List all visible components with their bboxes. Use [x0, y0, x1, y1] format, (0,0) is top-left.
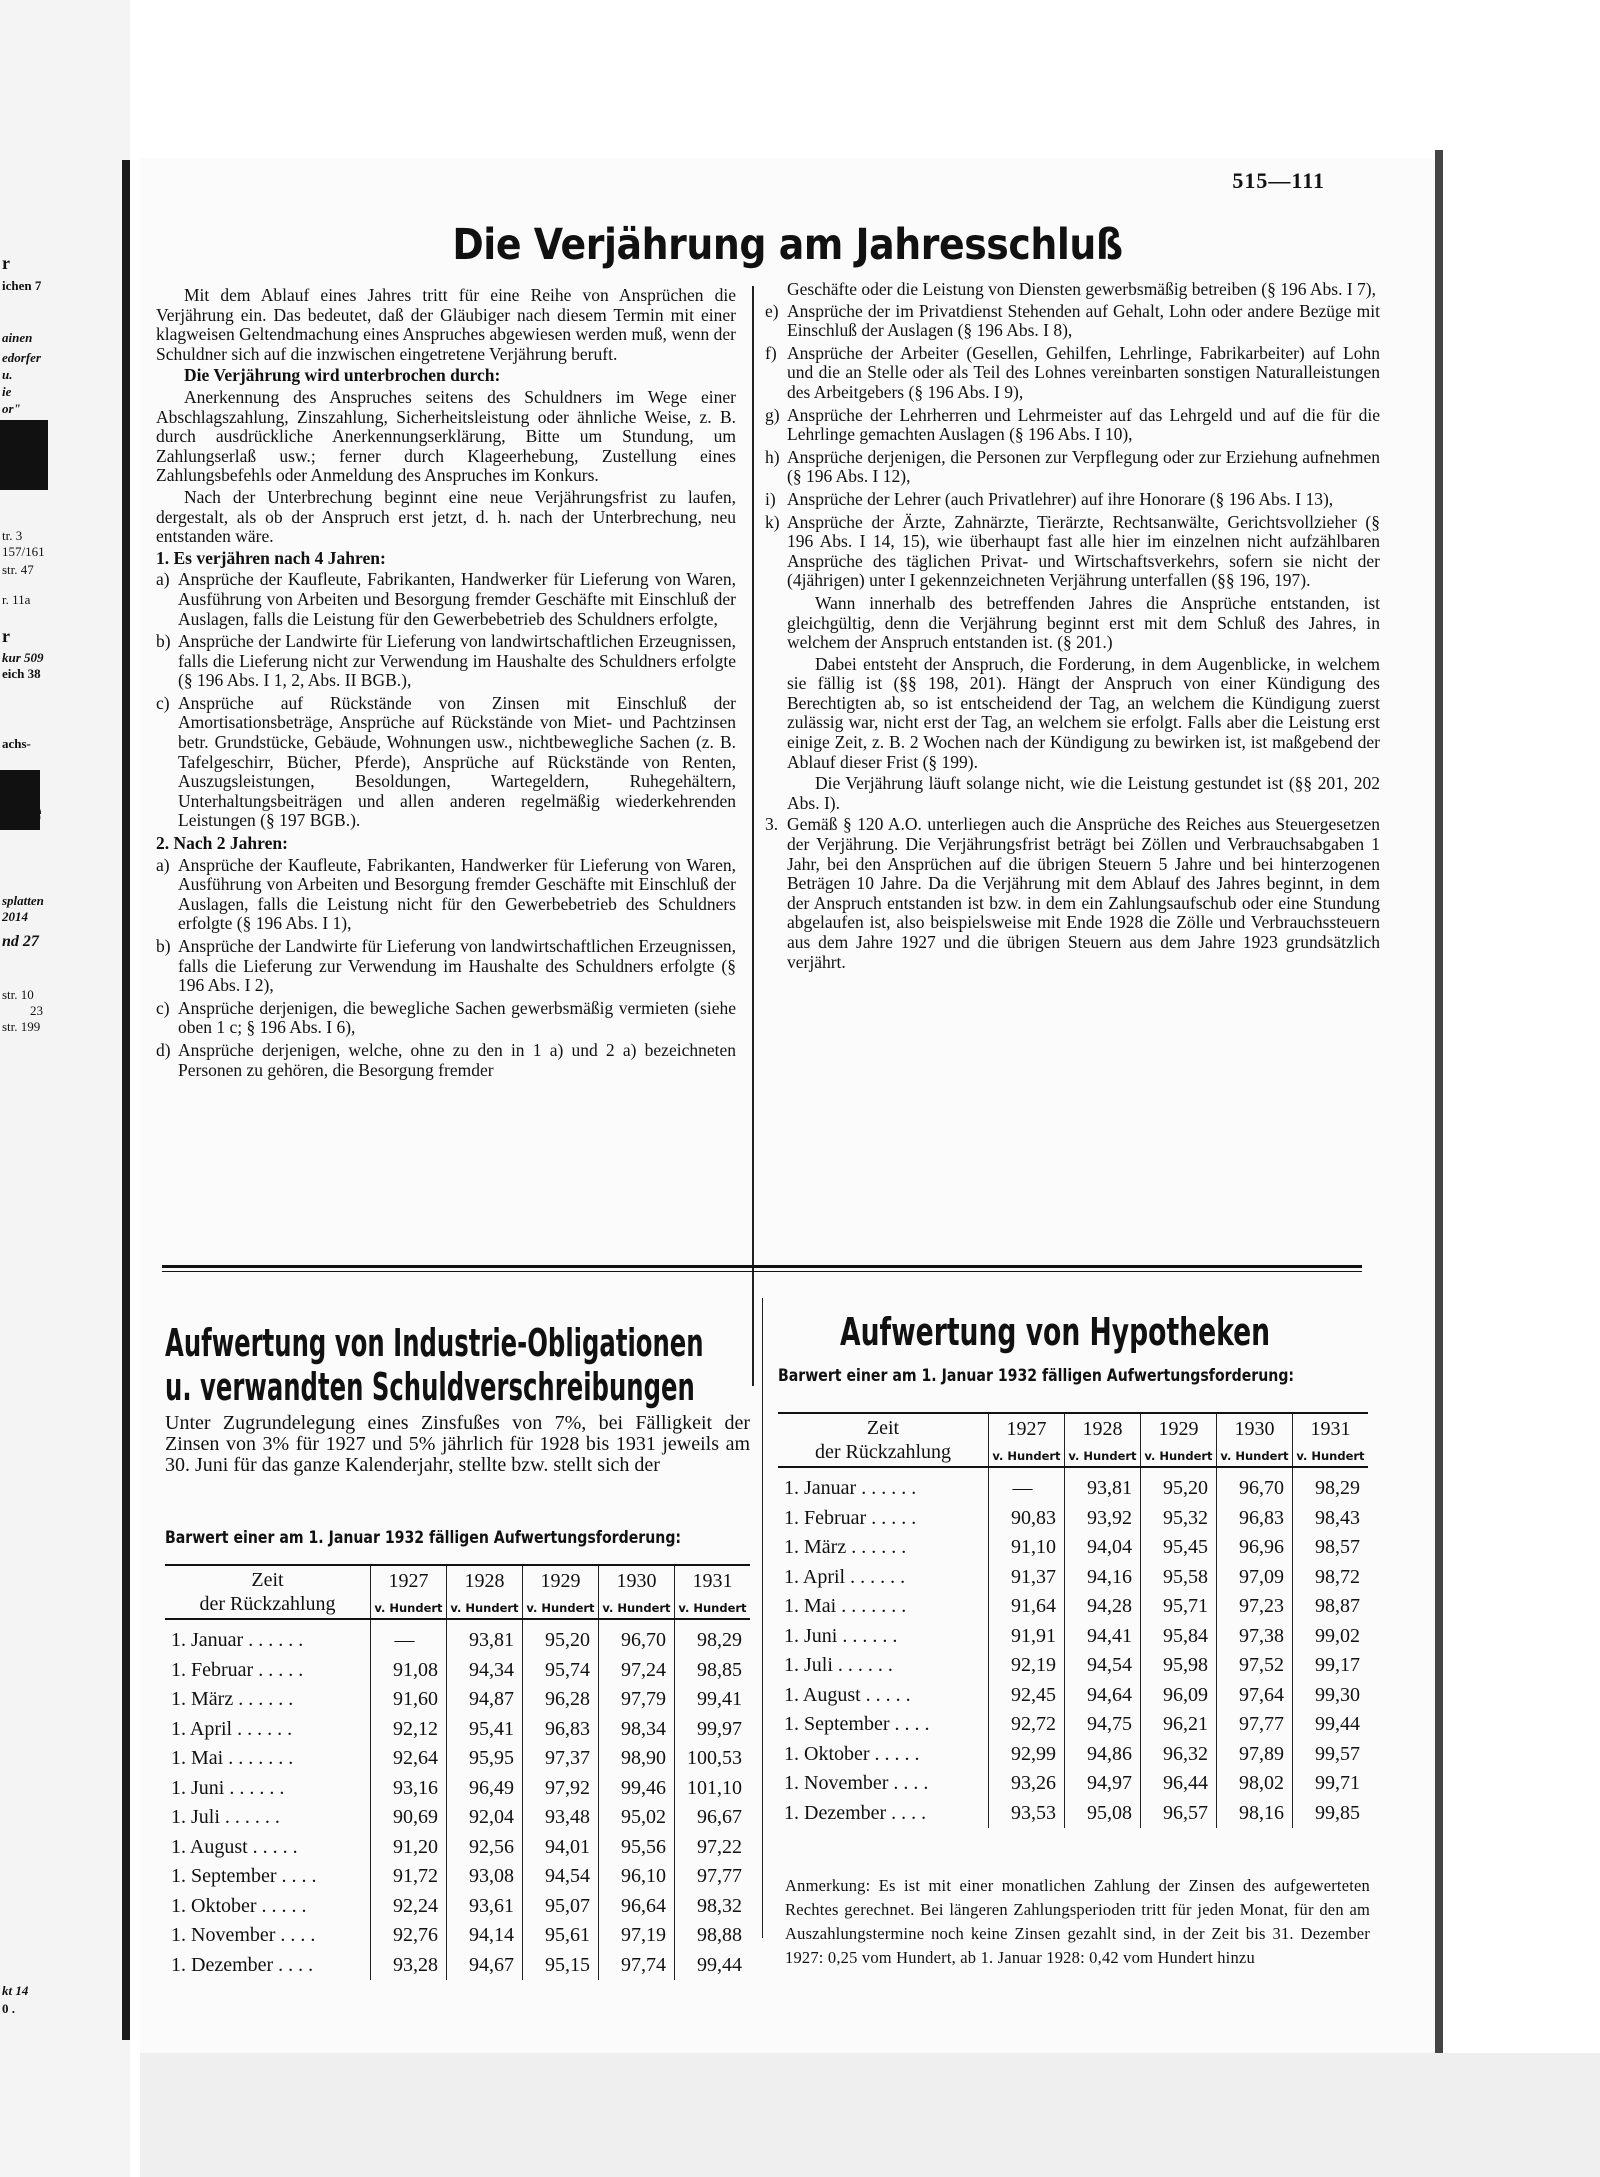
table-cell-date: 1. Juli . . . . . . — [784, 1654, 893, 1677]
table-cell-value: 98,16 — [1217, 1799, 1293, 1829]
table-row — [165, 1803, 750, 1833]
table-cell-value: 94,64 — [1065, 1681, 1141, 1711]
table-cell-date: 1. Juli . . . . . . — [171, 1806, 280, 1829]
table-row — [165, 1715, 750, 1745]
list-item — [765, 513, 1380, 591]
table-cell-date: 1. Mai . . . . . . . — [171, 1747, 294, 1770]
table-header-time — [778, 1413, 989, 1467]
table-cell-value: 97,09 — [1217, 1563, 1293, 1593]
table-cell-date: 1. Januar . . . . . . — [784, 1477, 917, 1500]
table-cell-value: 97,74 — [599, 1951, 675, 1981]
table-cell-value: 95,08 — [1065, 1799, 1141, 1829]
table-header-year: 1931 — [675, 1565, 751, 1597]
table-cell-value: 95,02 — [599, 1803, 675, 1833]
prev-frag: ichen 7 — [2, 278, 42, 293]
list-item — [765, 406, 1380, 445]
table-cell-value: — — [371, 1619, 447, 1656]
interruption-paragraph: Anerkennung des Anspruches seitens des Schuldners im Wege einer Abschlagszahlung, Zinszahlung, Sicherheitsleistung oder ähnliche Weise, z. B. durch ausdrückliche Anerkennungserklärung, Bitte um Stundung, um Zahlungserlaß usw.; ferner durch Klageerhebung, Zustellung eines Zahlungsbefehls oder Anmeldung des Anspruches im Konkurs. — [156, 386, 736, 486]
table-cell-value: 97,89 — [1217, 1740, 1293, 1770]
table-header-unit: v. Hundert — [523, 1597, 599, 1619]
item-text: Ansprüche der Lehrherren und Lehrmeister auf das Lehrgeld und auf die für die Lehrlinge gemachten Auslagen (§ 196 Abs. I 10), — [787, 404, 1380, 445]
table-cell-value: 98,43 — [1293, 1504, 1369, 1534]
table-header-unit: v. Hundert — [989, 1445, 1065, 1467]
table-cell-date: 1. Juni . . . . . . — [784, 1624, 898, 1647]
table-cell-value: 93,92 — [1065, 1504, 1141, 1534]
table-cell-value: 94,41 — [1065, 1622, 1141, 1652]
table-cell-value: 91,20 — [371, 1833, 447, 1863]
table-cell-date: 1. Juni . . . . . . — [171, 1776, 285, 1799]
item-text: Ansprüche der im Privatdienst Stehenden auf Gehalt, Lohn oder andere Bezüge mit Einschluß der Auslagen (§ 196 Abs. I 8), — [787, 300, 1380, 341]
item-text: Ansprüche der Arbeiter (Gesellen, Gehilfen, Lehrlinge, Fabrikarbeiter) auf Lohn und die an Stelle oder als Teil des Lohnes vereinbarten sonstigen Naturalleistungen des Arbeitgebers (§ 196 Abs. I 9), — [787, 342, 1380, 402]
prev-frag: str. 10 — [2, 987, 34, 1002]
table-cell-value: 98,34 — [599, 1715, 675, 1745]
table-cell-value: 99,97 — [675, 1715, 751, 1745]
table-cell-value: 101,10 — [675, 1774, 751, 1804]
table-cell-value: 96,83 — [523, 1715, 599, 1745]
table-cell-value: 97,24 — [599, 1656, 675, 1686]
table-cell-value: 95,15 — [523, 1951, 599, 1981]
prev-frag: str. 199 — [2, 1019, 41, 1034]
table-cell-value: 94,54 — [1065, 1651, 1141, 1681]
new-period-paragraph: Nach der Unterbrechung beginnt eine neue Verjährungsfrist zu laufen, dergestalt, als ob der Anspruch erst jetzt, d. h. nach der Unterbrechung, neu entstanden wäre. — [156, 486, 736, 547]
prev-frag: achs- — [2, 736, 31, 751]
table-cell-value: 91,60 — [371, 1685, 447, 1715]
table-cell-value: 94,67 — [447, 1951, 523, 1981]
table-cell-date: 1. April . . . . . . — [171, 1717, 293, 1740]
section-column-divider — [762, 1298, 763, 1938]
table-cell-value: 96,10 — [599, 1862, 675, 1892]
prev-frag: r. 11a — [2, 592, 31, 607]
list-item — [765, 490, 1380, 510]
table-cell-value: 97,37 — [523, 1744, 599, 1774]
scan-edge-right — [1435, 150, 1443, 2055]
table-row — [778, 1467, 1368, 1504]
table-cell-date: 1. November . . . . — [171, 1924, 316, 1947]
table-cell-date: 1. Dezember . . . . — [171, 1953, 314, 1976]
previous-page-black-block-1 — [0, 420, 48, 490]
item-text: Ansprüche derjenigen, die bewegliche Sachen gewerbsmäßig vermieten (siehe oben 1 c; § 196 Abs. I 6), — [178, 997, 736, 1038]
table-cell-date: 1. Oktober . . . . . — [784, 1742, 920, 1765]
table-cell-value: 93,53 — [989, 1799, 1065, 1829]
prev-frag: kur 509 — [2, 650, 44, 665]
mortgage-table-body — [778, 1467, 1368, 1828]
table-cell-value: 99,17 — [1293, 1651, 1369, 1681]
mortgage-note: Anmerkung: Es ist mit einer monatlichen Zahlung der Zinsen des aufgewerteten Rechtes gerechnet. Bei längeren Zahlungsperioden tritt für jeden Monat, für den am Auszahlungstermine noch keine Zinsen gezahlt sind, in der Zeit bis 31. Dezember 1927: 0,25 vom Hundert, ab 1. Januar 1928: 0,42 vom Hundert hinzu — [785, 1876, 1370, 1967]
prev-frag: 23 — [30, 1003, 43, 1018]
table-row — [778, 1504, 1368, 1534]
table-cell-value: 91,37 — [989, 1563, 1065, 1593]
prev-frag: 2014 — [2, 909, 28, 924]
table-header-year: 1927 — [989, 1413, 1065, 1445]
table-row — [165, 1862, 750, 1892]
table-row — [778, 1651, 1368, 1681]
table-cell-value: 93,81 — [1065, 1467, 1141, 1504]
table-row — [165, 1892, 750, 1922]
table-cell-value: 94,28 — [1065, 1592, 1141, 1622]
prev-frag: ainen — [2, 330, 33, 345]
paragraph: Dabei entsteht der Anspruch, die Forderung, in dem Augenblicke, in welchem sie fällig ist (§§ 198, 201). Hängt der Anspruch von einer Kündigung des Berechtigten ab, so ist entscheidend der Tag, an welchem die Kündigung zuerst zulässig war, nicht erst der Tag, an welchem sie erfolgt. Falls aber die Leistung erst einige Zeit, z. B. 2 Wochen nach der Kündigung zu bewirken ist, ist maßgebend der Ablauf dieser Frist (§ 199). — [787, 653, 1380, 772]
table-cell-value: 96,09 — [1141, 1681, 1217, 1711]
item-text: Ansprüche der Kaufleute, Fabrikanten, Handwerker für Lieferung von Waren, Ausführung von Arbeiten und Besorgung fremder Geschäfte mit Einschluß der Auslagen, falls die Leistung für den Gewerbebetrieb des Schuldners erfolgte, — [178, 569, 736, 629]
table-cell-value: 96,21 — [1141, 1710, 1217, 1740]
table-cell-date: 1. September . . . . — [171, 1865, 317, 1888]
table-cell-value: 98,85 — [675, 1656, 751, 1686]
table-cell-value: 98,90 — [599, 1744, 675, 1774]
article-title: Die Verjährung am Jahresschluß — [452, 220, 1123, 270]
table-cell-value: 97,52 — [1217, 1651, 1293, 1681]
table-cell-value: 93,16 — [371, 1774, 447, 1804]
table-cell-value: 95,45 — [1141, 1533, 1217, 1563]
table-cell-value: 91,64 — [989, 1592, 1065, 1622]
table-cell-value: 95,98 — [1141, 1651, 1217, 1681]
table-header-unit: v. Hundert — [371, 1597, 447, 1619]
paragraph: Wann innerhalb des betreffenden Jahres die Ansprüche entstanden, ist gleichgültig, denn die Verjährung beginnt erst mit dem Schluß des Jahres, in welchem der Anspruch entstanden ist. (§ 201.) — [787, 592, 1380, 653]
table-cell-value: 95,71 — [1141, 1592, 1217, 1622]
table-row — [778, 1710, 1368, 1740]
table-row — [778, 1740, 1368, 1770]
list-item — [765, 815, 1380, 972]
table-cell-value: 98,57 — [1293, 1533, 1369, 1563]
table-cell-value: 93,26 — [989, 1769, 1065, 1799]
table-cell-date: 1. Mai . . . . . . . — [784, 1595, 907, 1618]
table-row — [778, 1799, 1368, 1829]
table-cell-value: 94,04 — [1065, 1533, 1141, 1563]
table-cell-value: 99,02 — [1293, 1622, 1369, 1652]
table-cell-value: 94,87 — [447, 1685, 523, 1715]
table-cell-value: 98,29 — [675, 1619, 751, 1656]
table-cell-value: 92,64 — [371, 1744, 447, 1774]
table-cell-value: 94,97 — [1065, 1769, 1141, 1799]
table-cell-value: 96,70 — [599, 1619, 675, 1656]
prev-frag: 157/161 — [2, 544, 45, 559]
item-label: b) — [156, 936, 171, 956]
prev-frag: kt 14 — [2, 1983, 29, 1998]
item-label: b) — [156, 631, 171, 652]
table-cell-date: 1. Oktober . . . . . — [171, 1894, 307, 1917]
table-cell-value: 97,64 — [1217, 1681, 1293, 1711]
table-cell-value: 98,88 — [675, 1921, 751, 1951]
table-header-time-line1: Zeit — [251, 1569, 284, 1591]
prev-frag: str. 47 — [2, 562, 34, 577]
table-header-time-line2: der Rückzahlung — [814, 1441, 952, 1463]
item-text: Ansprüche der Ärzte, Zahnärzte, Tierärzte, Rechtsanwälte, Gerichtsvollzieher (§ 196 Abs. I 14, 15), wie überhaupt fast alle hier im einzelnen nicht aufzählbaren Ansprüche des täglichen Privat- und Wirtschaftsverkehrs, sofern sie nicht der (4jährigen) unter I gekennzeichneten Verjährung unterfallen (§§ 196, 197). — [787, 511, 1380, 591]
table-cell-date: 1. Januar . . . . . . — [171, 1629, 304, 1652]
table-cell-value: 97,77 — [1217, 1710, 1293, 1740]
table-cell-value: 90,69 — [371, 1803, 447, 1833]
table-row — [165, 1833, 750, 1863]
table-cell-value: 100,53 — [675, 1744, 751, 1774]
table-cell-date: 1. April . . . . . . — [784, 1565, 906, 1588]
list-item — [156, 632, 736, 691]
industry-intro: Unter Zugrundelegung eines Zinsfußes von 7%, bei Fälligkeit der Zinsen von 3% für 1927 und 5% jährlich für 1928 bis 1931 jeweils am 30. Juni für das ganze Kalenderjahr, stellte bzw. stellt sich der — [165, 1412, 750, 1476]
item-label: a) — [156, 854, 170, 875]
table-cell-value: 96,57 — [1141, 1799, 1217, 1829]
table-row — [165, 1951, 750, 1981]
table-cell-value: 99,44 — [1293, 1710, 1369, 1740]
list-item — [156, 570, 736, 629]
table-cell-value: 97,92 — [523, 1774, 599, 1804]
table-cell-value: 95,84 — [1141, 1622, 1217, 1652]
list-item — [156, 1041, 736, 1080]
industry-table — [165, 1564, 750, 1980]
table-cell-value: 99,41 — [675, 1685, 751, 1715]
table-cell-value: 95,20 — [1141, 1467, 1217, 1504]
table-header-unit: v. Hundert — [447, 1597, 523, 1619]
item-text: Ansprüche der Landwirte für Lieferung von landwirtschaftlichen Erzeugnissen, falls die Lieferung zur Verwendung im Haushalte des Schuldners erfolgte (§ 196 Abs. I 2), — [178, 936, 736, 996]
table-cell-value: 94,75 — [1065, 1710, 1141, 1740]
table-cell-value: 98,72 — [1293, 1563, 1369, 1593]
industry-table-body — [165, 1619, 750, 1980]
table-header-unit: v. Hundert — [675, 1597, 751, 1619]
table-cell-value: 97,79 — [599, 1685, 675, 1715]
table-cell-value: 96,96 — [1217, 1533, 1293, 1563]
table-cell-value: 95,07 — [523, 1892, 599, 1922]
article-left-column — [156, 286, 736, 1083]
table-cell-value: 97,38 — [1217, 1622, 1293, 1652]
item-label: k) — [765, 511, 780, 532]
item-text: Ansprüche der Kaufleute, Fabrikanten, Handwerker für Lieferung von Waren, Ausführung von Arbeiten und Besorgung fremder Geschäfte mit Einschluß der Auslagen, falls die Leistung nicht für den Gewerbebetrieb des Schuldners erfolgte (§ 196 Abs. I 1), — [178, 854, 736, 934]
table-cell-date: 1. März . . . . . . — [171, 1688, 294, 1711]
industry-title-line2: u. verwandten Schuldverschreibungen — [165, 1365, 695, 1409]
prev-frag: or" — [2, 401, 21, 416]
table-cell-value: 91,91 — [989, 1622, 1065, 1652]
table-cell-date: 1. Dezember . . . . — [784, 1801, 927, 1824]
table-cell-value: 92,72 — [989, 1710, 1065, 1740]
table-cell-value: 94,01 — [523, 1833, 599, 1863]
table-cell-value: 95,41 — [447, 1715, 523, 1745]
industry-title-line1: Aufwertung von Industrie-Obligationen — [165, 1321, 704, 1365]
list-item — [156, 856, 736, 934]
interruption-heading: Die Verjährung wird unterbrochen durch: — [184, 365, 501, 386]
list-item — [765, 448, 1380, 487]
prev-frag: splatten — [2, 893, 44, 908]
table-cell-value: 92,45 — [989, 1681, 1065, 1711]
page-number: 515—111 — [1232, 168, 1325, 193]
table-cell-value: — — [989, 1467, 1065, 1504]
previous-page-edge — [122, 160, 130, 2040]
table-cell-value: 99,46 — [599, 1774, 675, 1804]
section-divider-thin — [162, 1271, 1362, 1272]
item-label: 3. — [765, 814, 779, 835]
table-cell-value: 92,12 — [371, 1715, 447, 1745]
item-label: e) — [765, 300, 779, 321]
table-row — [165, 1685, 750, 1715]
table-row — [165, 1619, 750, 1656]
list-item — [765, 302, 1380, 341]
table-header-year: 1927 — [371, 1565, 447, 1597]
table-cell-value: 97,23 — [1217, 1592, 1293, 1622]
table-cell-value: 95,20 — [523, 1619, 599, 1656]
table-cell-value: 95,95 — [447, 1744, 523, 1774]
table-cell-value: 96,49 — [447, 1774, 523, 1804]
industry-subtitle: Barwert einer am 1. Januar 1932 fälligen Aufwertungsforderung: — [165, 1528, 682, 1548]
table-row — [778, 1622, 1368, 1652]
table-cell-value: 95,61 — [523, 1921, 599, 1951]
table-cell-value: 96,67 — [675, 1803, 751, 1833]
table-cell-value: 93,28 — [371, 1951, 447, 1981]
table-cell-value: 92,04 — [447, 1803, 523, 1833]
table-cell-value: 92,19 — [989, 1651, 1065, 1681]
item-label: f) — [765, 342, 777, 363]
mortgage-subtitle: Barwert einer am 1. Januar 1932 fälligen Aufwertungsforderung: — [778, 1366, 1295, 1386]
table-cell-date: 1. März . . . . . . — [784, 1536, 907, 1559]
item-label: c) — [156, 997, 170, 1018]
prev-frag: eich 38 — [2, 666, 41, 681]
table-header-year: 1930 — [599, 1565, 675, 1597]
table-header-year: 1929 — [523, 1565, 599, 1597]
scan-bottom-margin — [140, 2053, 1600, 2177]
table-cell-date: 1. August . . . . . — [171, 1835, 298, 1858]
table-cell-value: 93,08 — [447, 1862, 523, 1892]
magazine-page — [140, 158, 1435, 2053]
prev-frag: tr. 3 — [2, 528, 23, 543]
table-cell-value: 96,83 — [1217, 1504, 1293, 1534]
table-cell-value: 96,64 — [599, 1892, 675, 1922]
continuation-paragraph: Geschäfte oder die Leistung von Diensten gewerbsmäßig betreiben (§ 196 Abs. I 7), — [787, 279, 1377, 299]
table-cell-value: 94,86 — [1065, 1740, 1141, 1770]
prev-frag: edorfer — [2, 350, 41, 365]
table-cell-date: 1. September . . . . — [784, 1713, 930, 1736]
table-cell-value: 93,48 — [523, 1803, 599, 1833]
table-header-year: 1929 — [1141, 1413, 1217, 1445]
table-row — [778, 1563, 1368, 1593]
table-cell-value: 98,02 — [1217, 1769, 1293, 1799]
table-cell-value: 90,83 — [989, 1504, 1065, 1534]
table-cell-value: 99,57 — [1293, 1740, 1369, 1770]
table-cell-value: 92,76 — [371, 1921, 447, 1951]
table-cell-value: 94,54 — [523, 1862, 599, 1892]
table-row — [165, 1744, 750, 1774]
table-header-unit: v. Hundert — [1141, 1445, 1217, 1467]
table-cell-value: 95,58 — [1141, 1563, 1217, 1593]
table-row — [778, 1533, 1368, 1563]
table-cell-value: 99,44 — [675, 1951, 751, 1981]
list-item — [156, 937, 736, 996]
list-item — [156, 694, 736, 831]
four-years-heading: 1. Es verjähren nach 4 Jahren: — [156, 547, 386, 568]
table-cell-value: 91,08 — [371, 1656, 447, 1686]
table-cell-value: 95,56 — [599, 1833, 675, 1863]
table-row — [778, 1681, 1368, 1711]
section-divider — [162, 1265, 1362, 1268]
table-cell-value: 94,16 — [1065, 1563, 1141, 1593]
table-cell-value: 92,24 — [371, 1892, 447, 1922]
table-cell-value: 91,10 — [989, 1533, 1065, 1563]
prev-frag: r — [2, 626, 10, 646]
table-cell-value: 99,85 — [1293, 1799, 1369, 1829]
item-label: c) — [156, 692, 170, 713]
table-cell-value: 93,81 — [447, 1619, 523, 1656]
table-header-unit: v. Hundert — [1293, 1445, 1369, 1467]
table-header-year: 1930 — [1217, 1413, 1293, 1445]
table-header-unit: v. Hundert — [599, 1597, 675, 1619]
table-cell-date: 1. August . . . . . — [784, 1683, 911, 1706]
item-text: Ansprüche derjenigen, die Personen zur Verpflegung oder zur Erziehung aufnehmen (§ 196 Abs. I 12), — [787, 446, 1380, 487]
table-cell-date: 1. Februar . . . . . — [784, 1506, 917, 1529]
prev-frag: r — [2, 253, 10, 273]
table-cell-value: 94,34 — [447, 1656, 523, 1686]
table-cell-value: 94,14 — [447, 1921, 523, 1951]
column-divider — [752, 286, 754, 1386]
paragraph: Die Verjährung läuft solange nicht, wie die Leistung gestundet ist (§§ 201, 202 Abs. I). — [787, 773, 1380, 813]
table-header-unit: v. Hundert — [1065, 1445, 1141, 1467]
table-cell-value: 98,87 — [1293, 1592, 1369, 1622]
table-cell-value: 99,30 — [1293, 1681, 1369, 1711]
table-cell-value: 98,32 — [675, 1892, 751, 1922]
table-cell-date: 1. Februar . . . . . — [171, 1658, 304, 1681]
item-text: Ansprüche der Landwirte für Lieferung von landwirtschaftlichen Erzeugnissen, falls die Lieferung nicht zur Verwendung im Haushalte des Schuldners erfolgte (§ 196 Abs. I 1, 2, Abs. II BGB.), — [178, 631, 736, 691]
item-label: a) — [156, 569, 170, 590]
table-cell-value: 97,19 — [599, 1921, 675, 1951]
previous-page-fragment — [0, 0, 130, 2177]
table-header-year: 1928 — [447, 1565, 523, 1597]
mortgage-title: Aufwertung von Hypotheken — [840, 1310, 1271, 1354]
table-cell-value: 91,72 — [371, 1862, 447, 1892]
article-right-column — [765, 280, 1380, 975]
table-cell-date: 1. November . . . . — [784, 1772, 929, 1795]
table-cell-value: 95,74 — [523, 1656, 599, 1686]
table-cell-value: 96,28 — [523, 1685, 599, 1715]
table-cell-value: 99,71 — [1293, 1769, 1369, 1799]
prev-frag: de — [6, 797, 43, 827]
table-cell-value: 96,44 — [1141, 1769, 1217, 1799]
two-years-heading: 2. Nach 2 Jahren: — [156, 833, 288, 854]
item-text: Ansprüche der Lehrer (auch Privatlehrer) auf ihre Honorare (§ 196 Abs. I 13), — [787, 488, 1334, 509]
table-cell-value: 96,32 — [1141, 1740, 1217, 1770]
mortgage-table — [778, 1412, 1368, 1828]
table-header-unit: v. Hundert — [1217, 1445, 1293, 1467]
item-label: d) — [156, 1039, 171, 1060]
item-label: i) — [765, 488, 776, 509]
table-cell-value: 95,32 — [1141, 1504, 1217, 1534]
table-cell-value: 93,61 — [447, 1892, 523, 1922]
item-label: g) — [765, 404, 780, 425]
list-item — [156, 999, 736, 1038]
intro-paragraph: Mit dem Ablauf eines Jahres tritt für eine Reihe von Ansprüchen die Verjährung ein. Das bedeutet, daß der Gläubiger nach diesem Termin mit einer klagweisen Geltendmachung eines Anspruches abgewiesen werden muß, wenn der Schuldner sich auf die inzwischen eingetretene Verjährung beruft. — [156, 285, 736, 364]
prev-frag: nd 27 — [2, 933, 39, 950]
table-header-time-line2: der Rückzahlung — [199, 1593, 336, 1615]
table-cell-value: 97,77 — [675, 1862, 751, 1892]
table-row — [165, 1656, 750, 1686]
table-header-time — [165, 1565, 371, 1619]
table-cell-value: 92,56 — [447, 1833, 523, 1863]
item-text: Gemäß § 120 A.O. unterliegen auch die Ansprüche des Reiches aus Steuergesetzen der Verjährung. Die Verjährungsfrist beträgt bei Zöllen und Verbrauchsabgaben 1 Jahr, bei den Ansprüchen auf die übrigen Steuern 5 Jahre und bei hinterzogenen Beträgen 10 Jahre. Da die Verjährung mit dem Ablauf des Jahres beginnt, in dem der Anspruch entstanden ist bzw. in dem ein Zahlungsaufschub oder eine Stundung abgelaufen ist, also beispielsweise mit Ende 1928 die Zölle und Verbrauchssteuern aus dem Jahre 1927 und die übrigen Steuern aus dem Jahre 1923 grundsätzlich verjährt. — [787, 814, 1380, 972]
table-header-year: 1928 — [1065, 1413, 1141, 1445]
table-row — [165, 1921, 750, 1951]
table-cell-value: 96,70 — [1217, 1467, 1293, 1504]
prev-frag: 0 . — [2, 2001, 15, 2016]
table-row — [778, 1769, 1368, 1799]
table-header-year: 1931 — [1293, 1413, 1369, 1445]
table-cell-value: 92,99 — [989, 1740, 1065, 1770]
item-text: Ansprüche auf Rückstände von Zinsen mit Einschluß der Amortisationsbeträge, Ansprüche auf Rückstände von Miet- und Pachtzinsen betr. Grundstücke, Gebäude, Wohnungen usw., nichtbewegliche Sachen (z. B. Tafelgeschirr, Bücher, Pferde), Ansprüche auf Rückstände von Renten, Auszugsleistungen, Besoldungen, Wartegeldern, Ruhegehältern, Unterhaltungsbeiträgen und allen anderen regelmäßig wiederkehrenden Leistungen (§ 197 BGB.). — [178, 692, 736, 831]
table-cell-value: 98,29 — [1293, 1467, 1369, 1504]
table-row — [778, 1592, 1368, 1622]
item-text: Ansprüche derjenigen, welche, ohne zu den in 1 a) und 2 a) bezeichneten Personen zu gehören, die Besorgung fremder — [178, 1039, 736, 1080]
prev-frag: ie — [2, 384, 12, 399]
table-row — [165, 1774, 750, 1804]
item-label: h) — [765, 446, 780, 467]
table-cell-value: 97,22 — [675, 1833, 751, 1863]
list-item — [765, 344, 1380, 403]
table-header-time-line1: Zeit — [866, 1417, 900, 1439]
prev-frag: u. — [2, 367, 13, 382]
